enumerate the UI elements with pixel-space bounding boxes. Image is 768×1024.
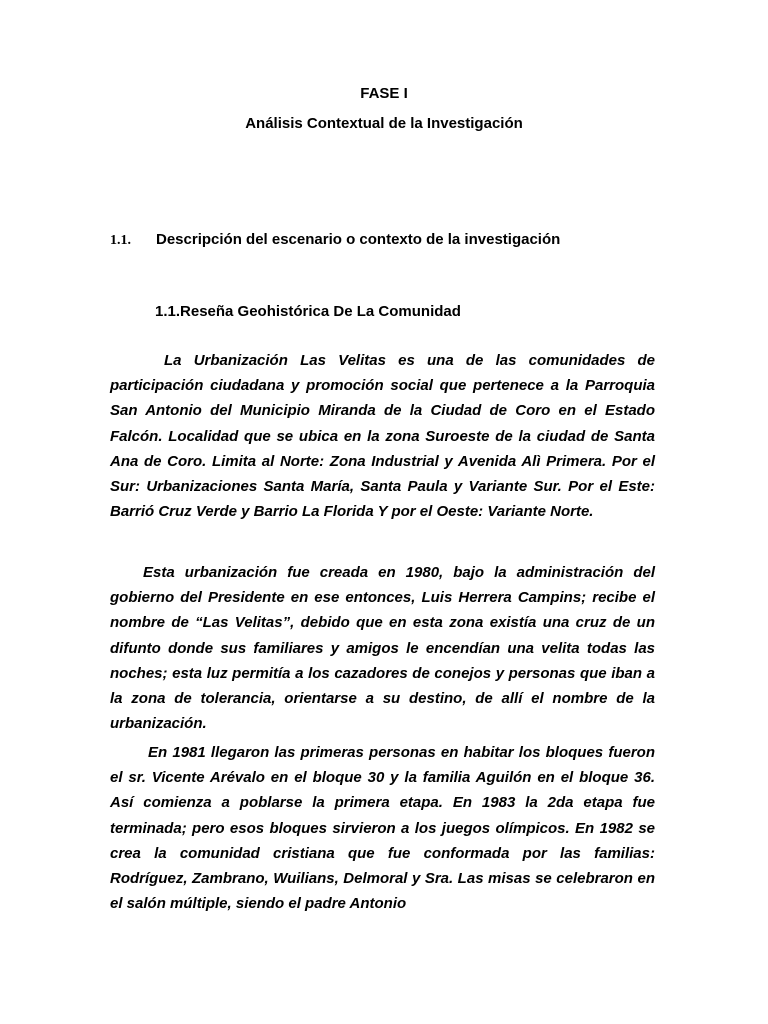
paragraph: Esta urbanización fue creada en 1980, bajo la administración del gobierno del Presidente en ese entonces, Luis Herrera Campins; recibe el nombre de “Las Velitas”, debido que en esta zona existía una cruz de un difunto donde sus familiares y amigos le encendían una velita todas las noches; esta luz permitía a los cazadores de conejos y personas que iban a la zona de tolerancia, orientarse a su destino, de allí el nombre de la urbanización.	[110, 564, 655, 733]
subsection-heading: 1.1.Reseña Geohistórica De La Comunidad	[155, 303, 461, 320]
section-number: 1.1.	[110, 233, 131, 248]
paragraph: La Urbanización Las Velitas es una de las comunidades de participación ciudadana y promoción social que pertenece a la Parroquia San Antonio del Municipio Miranda de la Ciudad de Coro en el Estado Falcón. Localidad que se ubica en la zona Suroeste de la ciudad de Santa Ana de Coro. Limita al Norte: Zona Industrial y Avenida Alì Primera. Por el Sur: Urbanizaciones Santa María, Santa Paula y Variante Sur. Por el Este: Barrió Cruz Verde y Barrio La Florida Y por el Oeste: Variante Norte.	[110, 352, 655, 521]
paragraph: En 1981 llegaron las primeras personas en habitar los bloques fueron el sr. Vicente Arévalo en el bloque 30 y la familia Aguilón en el bloque 36. Así comienza a poblarse la primera etapa. En 1983 la 2da etapa fue terminada; pero esos bloques sirvieron a los juegos olímpicos. En 1982 se crea la comunidad cristiana que fue conformada por las familias: Rodríguez, Zambrano, Wuilians, Delmoral y Sra. Las misas se celebraron en el salón múltiple, siendo el padre Antonio	[110, 744, 655, 913]
section-title: Descripción del escenario o contexto de la investigación	[156, 231, 561, 248]
phase-title: FASE I	[360, 85, 408, 102]
document-subtitle: Análisis Contextual de la Investigación	[245, 115, 523, 132]
section-heading	[110, 231, 560, 250]
